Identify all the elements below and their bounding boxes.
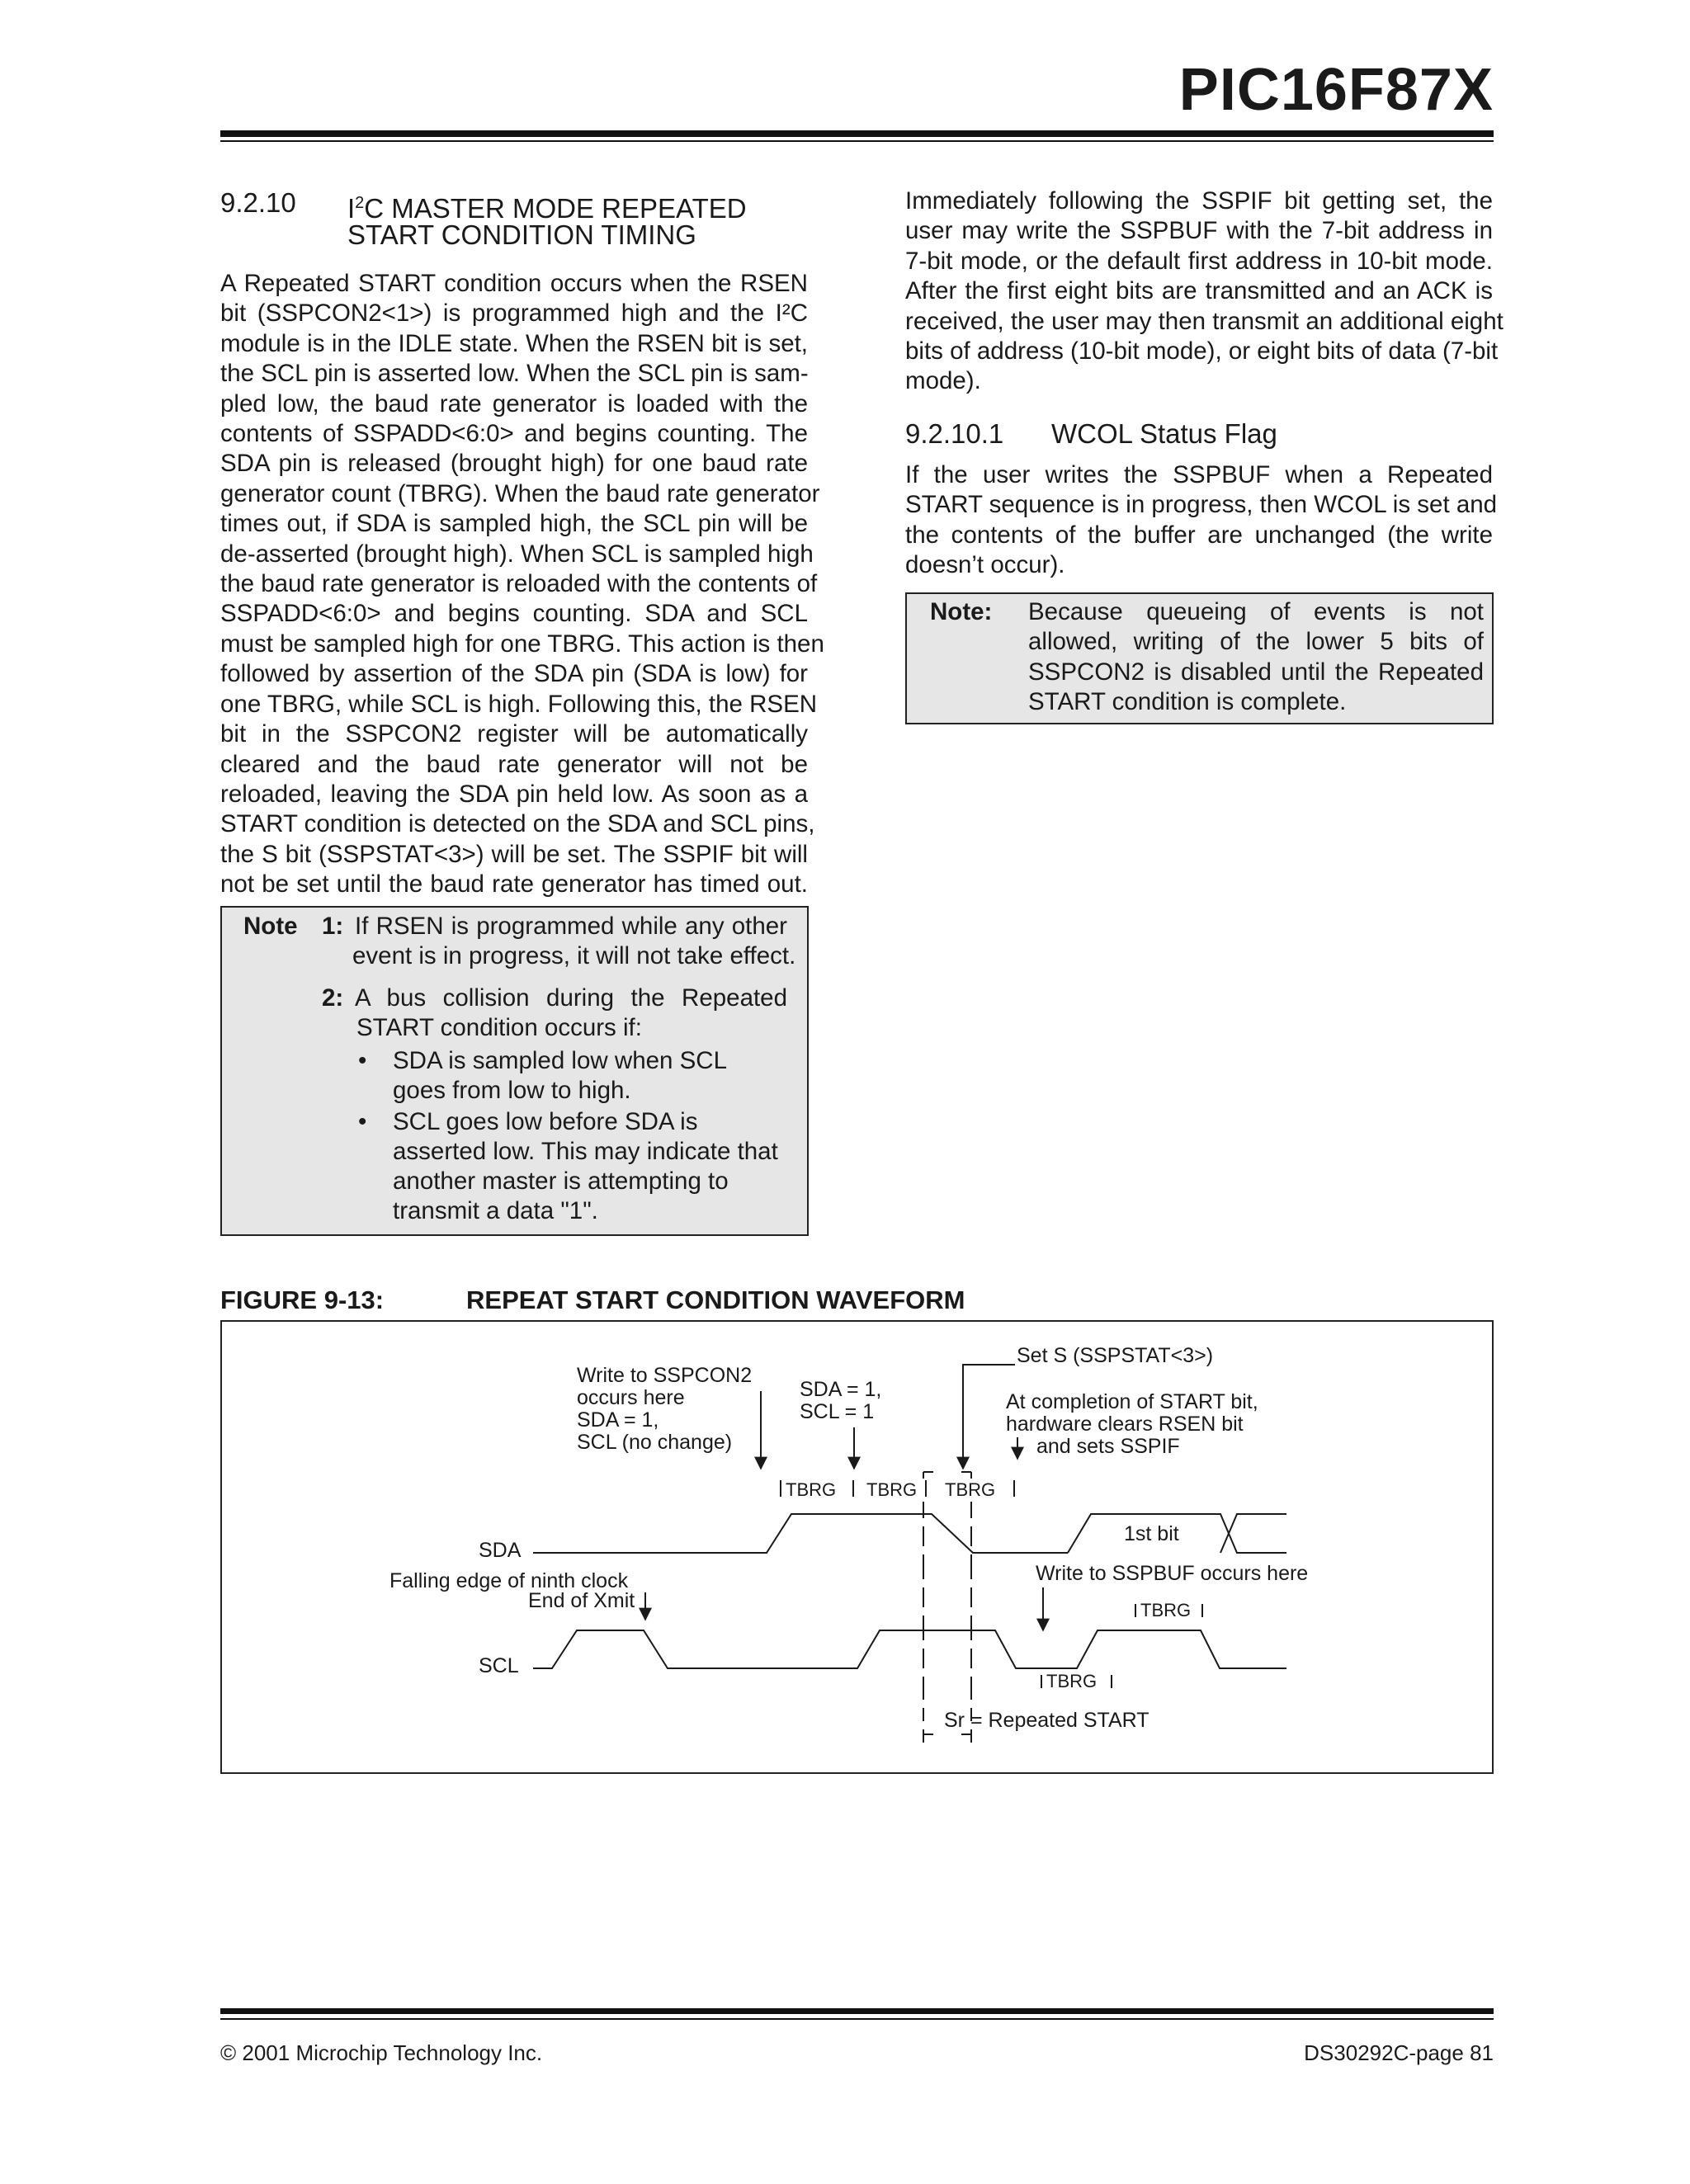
sr-gap <box>968 1700 975 1708</box>
right-note-box <box>905 592 1494 724</box>
note-bullet-2: • <box>358 1108 367 1135</box>
sr-gap <box>921 1700 928 1708</box>
text-line: cleared and the baud rate generator will not be <box>220 750 808 778</box>
section-number: 9.2.10 <box>220 187 296 218</box>
label-sda: SDA <box>479 1539 522 1562</box>
label-scl: SCL <box>479 1654 519 1677</box>
sr-gap <box>921 1518 928 1526</box>
text-line: pled low, the baud rate generator is loaded with the <box>220 389 808 417</box>
label-completion-l1: At completion of START bit, <box>1006 1390 1258 1413</box>
label-sda-scl-1-l2: SCL = 1 <box>800 1400 875 1423</box>
right-note-label: Note: <box>930 598 993 625</box>
label-write-sspcon2-l1: Write to SSPCON2 <box>577 1364 753 1387</box>
section-title-line1: C MASTER MODE REPEATED <box>364 193 747 224</box>
note-1-number: 1: <box>322 913 344 940</box>
right-paragraph-2 <box>905 460 1498 581</box>
text-line: bit in the SSPCON2 register will be automatically <box>220 720 808 748</box>
scl-waveform <box>533 1630 1286 1668</box>
note-bullet-2-line2: asserted low. This may indicate that <box>393 1138 778 1165</box>
label-write-sspcon2 <box>577 1364 758 1454</box>
tbrg-5: TBRG <box>1046 1671 1098 1691</box>
label-first-bit: 1st bit <box>1124 1522 1179 1545</box>
text-line: must be sampled high for one TBRG. This action is then <box>220 630 824 658</box>
text-line: START sequence is in progress, then WCOL is set and <box>905 491 1498 519</box>
text-line: doesn’t occur). <box>905 551 1065 579</box>
subsection-number: 9.2.10.1 <box>905 418 1004 449</box>
footer-page: DS30292C-page 81 <box>1304 2040 1494 2065</box>
sda-first-bit-high <box>1220 1514 1286 1553</box>
sr-gap <box>921 1668 928 1677</box>
text-line: not be set until the baud rate generator has timed out. <box>220 870 808 899</box>
subsection-title: WCOL Status Flag <box>1051 418 1277 449</box>
label-sda-scl-1 <box>800 1378 887 1423</box>
label-write-sspcon2-l2: occurs here <box>577 1386 685 1409</box>
sda-waveform <box>533 1514 1068 1553</box>
text-line: If the user writes the SSPBUF when a Repeated <box>905 461 1493 488</box>
text-line: mode). <box>905 367 981 395</box>
text-line: received, the user may then transmit an additional eight <box>905 307 1504 335</box>
tbrg-2: TBRG <box>866 1479 918 1500</box>
label-end-xmit: End of Xmit <box>528 1589 635 1612</box>
note-2-number: 2: <box>322 984 344 1012</box>
footer-rule-thin <box>220 2018 1494 2020</box>
text-line: user may write the SSPBUF with the 7-bit address in <box>905 217 1493 245</box>
figure-waveform <box>220 1320 1494 1774</box>
text-line: SDA pin is released (brought high) for one baud rate <box>220 450 808 478</box>
note-bullet-1: • <box>358 1047 367 1074</box>
figure-number: FIGURE 9-13: <box>220 1285 385 1314</box>
right-note-text <box>1028 597 1484 718</box>
text-line: module is in the IDLE state. When the RSEN bit is set, <box>220 329 808 357</box>
sr-gap <box>921 1607 928 1616</box>
sr-gap <box>921 1579 928 1587</box>
note-bullet-1-line2: goes from low to high. <box>393 1077 631 1104</box>
text-line: one TBRG, while SCL is high. Following this, the RSEN <box>220 690 818 718</box>
text-line: After the first eight bits are transmitted and an ACK is <box>905 277 1493 305</box>
sr-gap <box>968 1668 975 1677</box>
sr-gap <box>968 1518 975 1526</box>
text-line: Because queueing of events is not <box>1028 598 1484 625</box>
sr-gap <box>968 1640 975 1649</box>
page-title: PIC16F87X <box>1178 57 1494 123</box>
header-rule-thin <box>220 140 1494 142</box>
note-2-line1: A bus collision during the Repeated <box>355 984 787 1012</box>
text-line: allowed, writing of the lower 5 bits of <box>1028 628 1484 656</box>
left-note-box <box>220 906 809 1236</box>
sr-gap <box>968 1607 975 1616</box>
text-line: 7-bit mode, or the default first address in 10-bit mode. <box>905 247 1493 275</box>
note-1-line1: If RSEN is programmed while any other <box>355 913 787 940</box>
text-line: START condition is detected on the SDA and SCL pins, <box>220 810 815 838</box>
section-title-line2: START CONDITION TIMING <box>347 219 696 250</box>
text-line: times out, if SDA is sampled high, the SCL pin will be <box>220 510 808 538</box>
sr-gap <box>921 1640 928 1649</box>
sr-gap <box>968 1579 975 1587</box>
sr-gap <box>921 1721 928 1729</box>
label-completion-l2: hardware clears RSEN bit <box>1006 1413 1244 1436</box>
label-set-s: Set S (SSPSTAT<3>) <box>1017 1344 1214 1367</box>
label-write-sspcon2-l4: SCL (no change) <box>577 1431 733 1454</box>
text-line: contents of SSPADD<6:0> and begins counting. The <box>220 420 808 448</box>
sr-gap <box>921 1546 928 1554</box>
waveform-svg <box>222 1322 1495 1776</box>
sr-bracket <box>923 1472 971 1743</box>
text-line: bits of address (10-bit mode), or eight bits of data (7-bit <box>905 337 1499 366</box>
label-sr: Sr = Repeated START <box>944 1709 1149 1732</box>
figure-caption <box>220 1285 965 1315</box>
note-1-line2: event is in progress, it will not take effect. <box>352 942 796 969</box>
note-label: Note <box>243 913 298 940</box>
label-write-sspbuf: Write to SSPBUF occurs here <box>1036 1562 1309 1585</box>
label-completion <box>1006 1390 1264 1458</box>
text-line: SSPCON2 is disabled until the Repeated <box>1028 658 1484 686</box>
note-2-line2: START condition occurs if: <box>356 1014 642 1041</box>
text-line: bit (SSPCON2<1>) is programmed high and the I²C <box>220 300 808 328</box>
footer-rule-thick <box>220 2008 1494 2014</box>
text-line: followed by assertion of the SDA pin (SDA is low) for <box>220 660 808 688</box>
header-rule-thick <box>220 130 1494 137</box>
note-bullet-2-line1: SCL goes low before SDA is <box>393 1108 698 1135</box>
text-line: Immediately following the SSPIF bit getting set, the <box>905 187 1493 215</box>
text-line: the contents of the buffer are unchanged (the write <box>905 521 1493 549</box>
figure-title: REPEAT START CONDITION WAVEFORM <box>466 1285 965 1314</box>
note-bullet-1-line1: SDA is sampled low when SCL <box>393 1047 727 1074</box>
footer-copyright: © 2001 Microchip Technology Inc. <box>220 2040 543 2065</box>
label-completion-l3: and sets SSPIF <box>1036 1435 1180 1458</box>
text-line: de-asserted (brought high). When SCL is sampled high <box>220 540 814 568</box>
text-line: START condition is complete. <box>1028 688 1347 716</box>
tbrg-1: TBRG <box>786 1479 837 1500</box>
left-paragraph <box>220 269 824 900</box>
right-paragraph <box>905 186 1504 397</box>
text-line: A Repeated START condition occurs when the RSEN <box>220 270 808 297</box>
section-title-i: I <box>347 193 356 224</box>
text-line: the SCL pin is asserted low. When the SCL pin is sam- <box>220 360 809 388</box>
tbrg-4: TBRG <box>1140 1600 1192 1620</box>
text-line: reloaded, leaving the SDA pin held low. As soon as a <box>220 780 808 808</box>
label-falling-edge: Falling edge of ninth clock <box>389 1569 629 1592</box>
note-bullet-2-line4: transmit a data "1". <box>393 1197 598 1224</box>
section-title-superscript: 2 <box>355 194 365 212</box>
text-line: the baud rate generator is reloaded with the contents of <box>220 570 818 598</box>
note-bullet-2-line3: another master is attempting to <box>393 1167 729 1195</box>
text-line: the S bit (SSPSTAT<3>) will be set. The SSPIF bit will <box>220 840 808 868</box>
text-line: SSPADD<6:0> and begins counting. SDA and SCL <box>220 600 808 628</box>
label-write-sspcon2-l3: SDA = 1, <box>577 1408 659 1432</box>
label-sda-scl-1-l1: SDA = 1, <box>800 1378 882 1401</box>
tbrg-3: TBRG <box>945 1479 996 1500</box>
text-line: generator count (TBRG). When the baud rate generator <box>220 479 820 507</box>
